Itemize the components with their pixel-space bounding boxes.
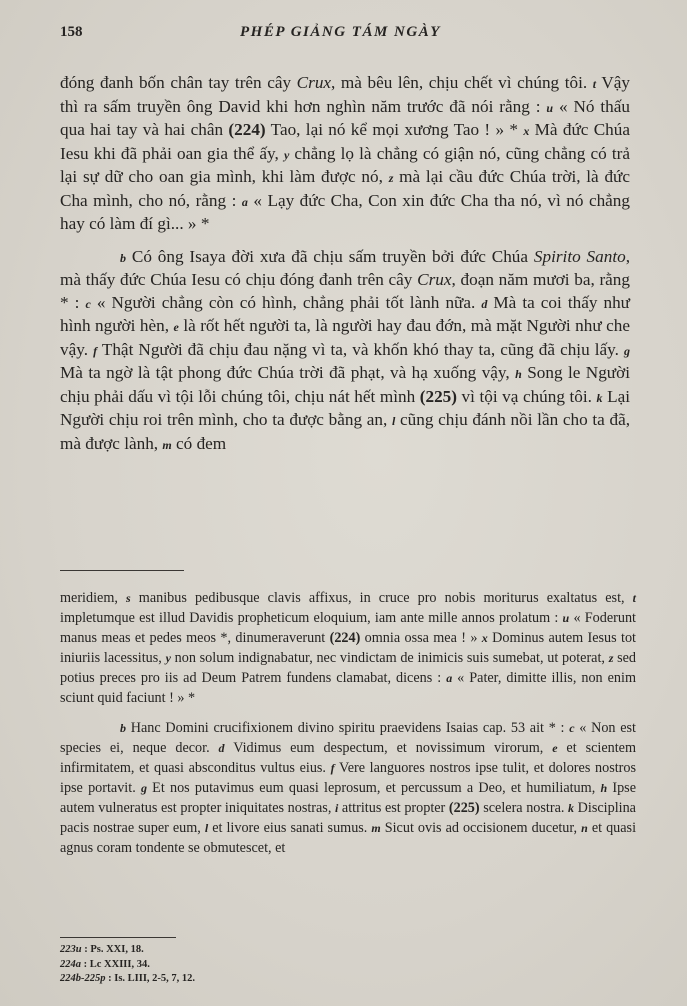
text-run: et scientem infirmitatem, et quasi absconditus vultus eius. <box>60 740 636 776</box>
text-run: , đoạn năm mươi ba, rằng * : <box>60 270 630 312</box>
verse-marker: d <box>218 741 225 755</box>
text-run: « Lạy đức Cha, Con xin đức Cha tha nó, vì nó chẳng hay có làm đí gì... » * <box>60 190 630 233</box>
text-run: Vere languores nostros ipse tulit, et dolores nostros ipse portavit. <box>60 760 636 796</box>
verse-marker: k <box>568 801 575 815</box>
verse-marker: a <box>446 671 453 685</box>
italic-term: Crux <box>417 270 452 289</box>
text-run: vì tội vạ chúng tôi. <box>456 386 597 406</box>
verse-marker: c <box>85 296 91 311</box>
text-run: « Pater, dimitte illis, non enim sciunt quid faciunt ! » * <box>60 670 636 706</box>
text-run: impletumque est illud Davidis propheticum eloquium, iam ante mille annos prolatum : <box>60 610 563 626</box>
verse-marker: n <box>581 821 588 835</box>
latin-text <box>60 588 636 858</box>
reference-item <box>60 972 360 987</box>
text-run: Et nos putavimus eum quasi leprosum, et percussum a Deo, et humiliatum, <box>146 780 601 796</box>
text-run: cũng chịu đánh nồi lần cho ta đã, mà được lành, <box>60 410 630 453</box>
verse-marker: g <box>624 343 630 358</box>
verse-marker: x <box>481 631 488 645</box>
footnote-divider <box>60 570 184 571</box>
verse-marker: y <box>165 651 171 665</box>
verse-marker: a <box>241 194 248 209</box>
verse-marker: t <box>592 77 597 91</box>
verse-marker: b <box>120 250 126 265</box>
text-run: et quasi agnus coram tondente se obmutescet, et <box>60 820 637 856</box>
text-run: « Nó thấu qua hai tay và hai chân <box>60 96 630 139</box>
running-title: PHÉP GIẢNG TÁM NGÀY <box>240 24 441 40</box>
verse-marker: x <box>523 124 530 138</box>
reference-text: : Lc XXIII, 34. <box>81 958 150 970</box>
text-run: non solum indignabatur, nec vindictam de inimicis suis sumebat, ut poterat, <box>170 650 609 666</box>
reference-code: 224b-225p <box>60 973 106 984</box>
text-run: « Non est species ei, neque decor. <box>60 720 636 756</box>
verse-marker: m <box>162 437 172 452</box>
verse-marker: f <box>93 343 98 358</box>
section-number: (225) <box>419 386 457 406</box>
reference-code: 223u <box>60 944 82 955</box>
text-run: et livore eius sanati sumus. <box>208 820 372 836</box>
text-run: sed potius preces pro iis ad Deum Patrem fundens clamabat, dicens : <box>60 650 636 686</box>
text-run: Song le Người chịu phải dấu vì tội lỗi chúng tôi, chịu nát hết mình <box>60 363 630 406</box>
text-run: Mà ta coi thấy như hình người hèn, <box>60 292 630 335</box>
verse-marker: z <box>388 171 394 185</box>
verse-marker: l <box>391 414 396 428</box>
verse-marker: u <box>562 611 570 625</box>
verse-marker: c <box>569 721 575 735</box>
reference-text: : Is. LIII, 2-5, 7, 12. <box>105 973 196 984</box>
text-run: Vidimus eum despectum, et novissimum virorum, <box>224 740 553 756</box>
text-run: Có ông Isaya đời xưa đã chịu sấm truyền bởi đức Chúa <box>126 246 534 266</box>
text-run: là rốt hết người ta, là người hay đau đớn, mà mặt Người như che vậy. <box>60 316 630 359</box>
text-run: Tao, lại nó kể mọi xương Tao ! » * <box>265 120 524 139</box>
latin-paragraph-1 <box>60 588 636 708</box>
verse-marker: m <box>371 821 381 835</box>
verse-marker: s <box>126 591 131 605</box>
verse-marker: g <box>140 781 147 795</box>
text-run: Sicut ovis ad occisionem ducetur, <box>380 820 582 836</box>
vietnamese-paragraph-1 <box>60 72 630 236</box>
verse-marker: b <box>120 721 126 735</box>
text-run: Hanc Domini crucifixionem divino spiritu praevidens Isaias cap. 53 ait * : <box>126 720 570 736</box>
verse-marker: i <box>334 801 339 815</box>
text-run: đóng đanh bốn chân tay trên cây <box>60 73 297 92</box>
text-run: mà lại cầu đức Chúa trời, là đức Cha mình, cho nó, rằng : <box>60 167 630 210</box>
text-run: chẳng lọ là chẳng có giận nó, cũng chẳng có trả lại sự dữ cho oan gia mình, khi làm được nó, <box>60 143 631 186</box>
text-run: , mà bêu lên, chịu chết vì chúng tôi. <box>331 73 593 92</box>
references-divider <box>60 937 176 938</box>
reference-item <box>60 958 360 973</box>
text-run: « Người chẳng còn có hình, chẳng phải tốt lành nữa. <box>90 292 482 312</box>
section-number: (224) <box>228 120 266 139</box>
text-run: Ipse autem vulneratus est propter iniquitates nostras, <box>60 780 636 816</box>
reference-text: : Ps. XXI, 18. <box>81 944 144 955</box>
verse-marker: f <box>330 761 335 775</box>
text-run: manibus pedibusque clavis affixus, in cruce pro nobis moriturus exaltatus est, <box>130 590 633 606</box>
text-run: attritus est propter <box>338 800 449 816</box>
text-run: Mà ta ngờ là tật phong đức Chúa trời đã phạt, và hạ xuống vậy, <box>60 363 516 382</box>
text-run: Vậy thì ra sấm truyền ông David khi hơn nghìn năm trước đã nói rằng : <box>60 73 631 116</box>
text-run: , mà thấy đức Chúa Iesu có chịu đóng đanh trên cây <box>60 246 630 289</box>
text-run: Lại Người chịu roi trên mình, cho ta được bằng an, <box>60 386 630 429</box>
text-run: có đem <box>171 433 227 453</box>
text-run: Mà đức Chúa Iesu khi đã phải oan gia thể ấy, <box>60 120 631 163</box>
section-number: (225) <box>448 800 480 816</box>
references-list <box>60 943 360 987</box>
text-run: meridiem, <box>60 590 127 606</box>
verse-marker: l <box>204 821 209 835</box>
section-number: (224) <box>329 630 361 646</box>
italic-term: Spirito Santo <box>533 246 626 266</box>
reference-item <box>60 943 360 958</box>
page-header <box>60 24 638 48</box>
reference-code: 224a <box>60 958 81 970</box>
verse-marker: y <box>283 147 290 162</box>
verse-marker: e <box>552 741 558 755</box>
italic-term: Crux <box>296 73 332 92</box>
text-run: Dominus autem Iesus tot iniuriis lacessitus, <box>60 630 637 666</box>
latin-paragraph-2 <box>60 718 636 858</box>
vietnamese-text <box>60 72 630 456</box>
text-run: Disciplina pacis nostrae super eum, <box>60 800 636 836</box>
verse-marker: u <box>546 100 554 115</box>
vietnamese-paragraph-2 <box>60 246 630 457</box>
verse-marker: e <box>173 320 179 334</box>
verse-marker: z <box>608 651 614 665</box>
page-number: 158 <box>60 24 83 40</box>
verse-marker: h <box>515 367 522 381</box>
text-run: scelera nostra. <box>479 800 569 816</box>
verse-marker: h <box>600 781 608 795</box>
text-run: omnia ossa mea ! » <box>360 630 482 646</box>
verse-marker: k <box>596 390 603 405</box>
text-run: « Foderunt manus meas et pedes meos *, dinumeraverunt <box>60 610 636 646</box>
verse-marker: t <box>632 591 636 605</box>
text-run: Thật Người đã chịu đau nặng vì ta, và khốn khó thay ta, cũng đã chịu lấy. <box>97 339 624 359</box>
verse-marker: d <box>481 296 488 311</box>
